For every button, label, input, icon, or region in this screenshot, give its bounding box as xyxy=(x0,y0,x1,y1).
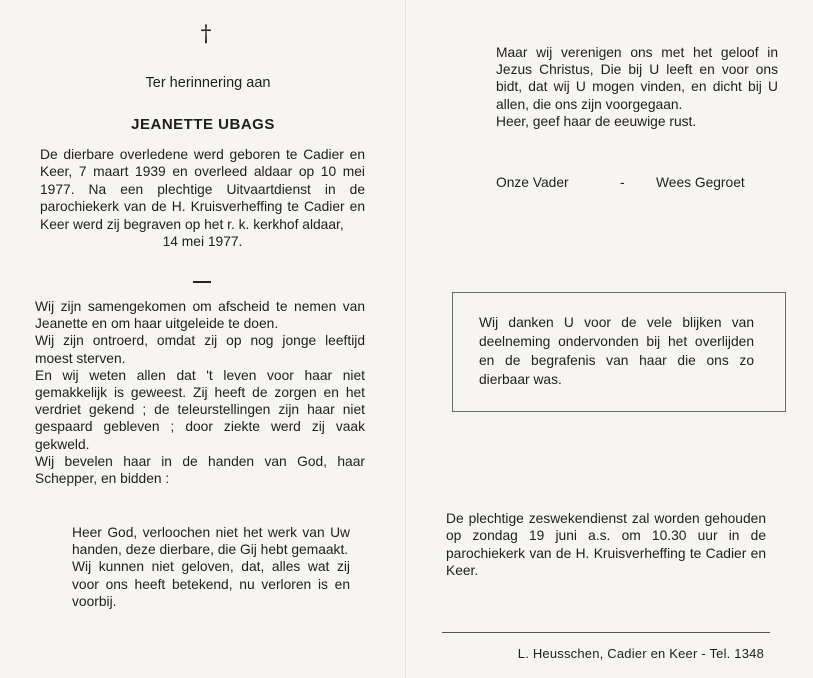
printer-credit: L. Heusschen, Cadier en Keer - Tel. 1348 xyxy=(517,646,764,661)
burial-date: 14 mei 1977. xyxy=(162,234,243,250)
thanks-box xyxy=(452,292,786,412)
biography xyxy=(40,146,365,250)
eulogy xyxy=(35,298,365,487)
closing-paragraph: Maar wij verenigen ons met het geloof in Jezus Christus, Die bij U leeft en voor ons bidt, dat wij U mogen vinden, en dicht bij U allen, die ons zijn voorgegaan. xyxy=(496,45,778,112)
left-panel xyxy=(0,0,406,678)
closing-prayer xyxy=(496,44,778,130)
closing-paragraph: Heer, geef haar de eeuwige rust. xyxy=(496,113,697,129)
cross-icon: † xyxy=(200,22,212,47)
prayer-separator: - xyxy=(620,175,625,190)
biography-text: De dierbare overledene werd geboren te Cadier en Keer, 7 maart 1939 en overleed aldaar op 10 mei 1977. Na een plechtige Uitvaartdienst in de parochiekerk van de H. Kruisverheffing te Cadier en Keer werd zij begraven op het r. k. kerkhof aldaar, xyxy=(40,147,365,232)
thanks-text: Wij danken U voor de vele blijken van deelneming ondervonden bij het overlijden en de begrafenis van haar die ons zo dierbaar was. xyxy=(479,315,754,387)
prayer-name-second: Wees Gegroet xyxy=(656,175,745,190)
deceased-name: JEANETTE UBAGS xyxy=(131,116,275,133)
footer-rule xyxy=(442,632,770,633)
intro-text: Ter herinnering aan xyxy=(145,75,271,91)
prayer-paragraph: Wij kunnen niet geloven, dat, alles wat zij voor ons heeft betekend, nu verloren is en voorbij. xyxy=(72,559,350,609)
right-panel xyxy=(406,0,813,678)
prayer xyxy=(72,524,350,610)
prayer-paragraph: Heer God, verloochen niet het werk van Uw handen, deze dierbare, die Gij hebt gemaakt. xyxy=(72,525,350,558)
separator-dash xyxy=(193,281,211,283)
eulogy-paragraph: En wij weten allen dat 't leven voor haar niet gemakkelijk is geweest. Zij heeft de zorgen en het verdriet gekend ; de teleurstellingen zijn haar niet gespaard gebleven ; door ziekte werd zij vaak gekweld. xyxy=(35,367,365,452)
eulogy-paragraph: Wij bevelen haar in de handen van God, haar Schepper, en bidden : xyxy=(35,453,365,487)
eulogy-paragraph: Wij zijn ontroerd, omdat zij op nog jonge leeftijd moest sterven. xyxy=(35,333,365,366)
eulogy-paragraph: Wij zijn samengekomen om afscheid te nemen van Jeanette en om haar uitgeleide te doen. xyxy=(35,299,365,332)
prayer-name-first: Onze Vader xyxy=(496,175,569,190)
memorial-service-notice: De plechtige zeswekendienst zal worden gehouden op zondag 19 juni a.s. om 10.30 uur in de parochiekerk van de H. Kruisverheffing te Cadier en Keer. xyxy=(446,511,766,579)
